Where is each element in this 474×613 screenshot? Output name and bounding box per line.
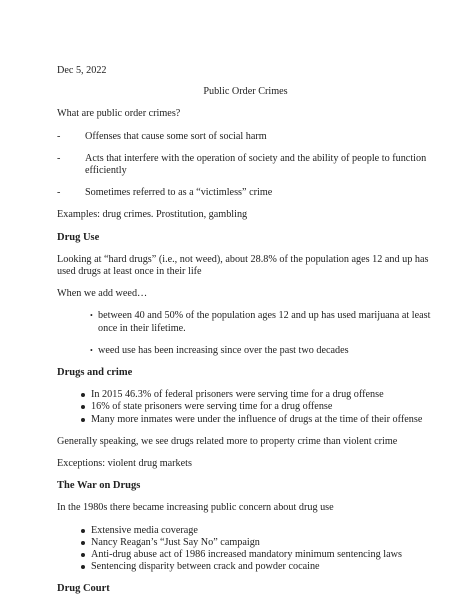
- dash-item-text: Sometimes referred to as a “victimless” crime: [85, 187, 273, 199]
- paragraph: Exceptions: violent drug markets: [57, 458, 192, 470]
- list-item: Many more inmates were under the influence of drugs at the time of their offense: [83, 414, 434, 426]
- dash-marker: -: [57, 152, 61, 164]
- list-item: Sentencing disparity between crack and powder cocaine: [83, 561, 434, 573]
- dash-marker: -: [57, 130, 61, 142]
- examples: Examples: drug crimes. Prostitution, gambling: [57, 209, 248, 221]
- paragraph: In the 1980s there became increasing public concern about drug use: [57, 502, 334, 514]
- paragraph: Looking at “hard drugs” (i.e., not weed), about 28.8% of the population ages 12 and up has used drugs at least once in their life: [57, 253, 429, 278]
- dash-item: [57, 187, 434, 199]
- heading-drug-court: Drug Court: [57, 583, 110, 595]
- bullet-list: [57, 389, 434, 426]
- heading-drugs-and-crime: Drugs and crime: [57, 367, 133, 379]
- bullet-marker: •: [90, 345, 93, 355]
- date: Dec 5, 2022: [57, 65, 107, 76]
- bullet-list: [57, 525, 434, 574]
- heading-drug-use: Drug Use: [57, 231, 100, 243]
- list-item: 16% of state prisoners were serving time for a drug offense: [83, 401, 434, 413]
- sub-list-item-text: between 40 and 50% of the population ages 12 and up has used marijuana at least once in their lifetime.: [98, 310, 431, 334]
- dash-marker: -: [57, 187, 61, 199]
- document-title: Public Order Crimes: [203, 86, 288, 98]
- list-item: Anti-drug abuse act of 1986 increased mandatory minimum sentencing laws: [83, 549, 434, 561]
- dash-item: [57, 153, 434, 177]
- list-item: Extensive media coverage: [83, 525, 434, 537]
- dash-item-text: Acts that interfere with the operation of society and the ability of people to function efficiently: [85, 152, 427, 177]
- paragraph: When we add weed…: [57, 288, 148, 300]
- question: What are public order crimes?: [57, 108, 181, 120]
- sub-list-item: [90, 310, 434, 334]
- dash-item: [57, 131, 434, 143]
- list-item: In 2015 46.3% of federal prisoners were serving time for a drug offense: [83, 389, 434, 401]
- paragraph: Generally speaking, we see drugs related more to property crime than violent crime: [57, 435, 398, 447]
- bullet-marker: •: [90, 311, 93, 321]
- list-item: Nancy Reagan’s “Just Say No” campaign: [83, 537, 434, 549]
- heading-war-on-drugs: The War on Drugs: [57, 480, 141, 492]
- sub-list-item: [90, 345, 434, 357]
- sub-list-item-text: weed use has been increasing since over the past two decades: [98, 344, 349, 356]
- dash-item-text: Offenses that cause some sort of social harm: [85, 130, 267, 142]
